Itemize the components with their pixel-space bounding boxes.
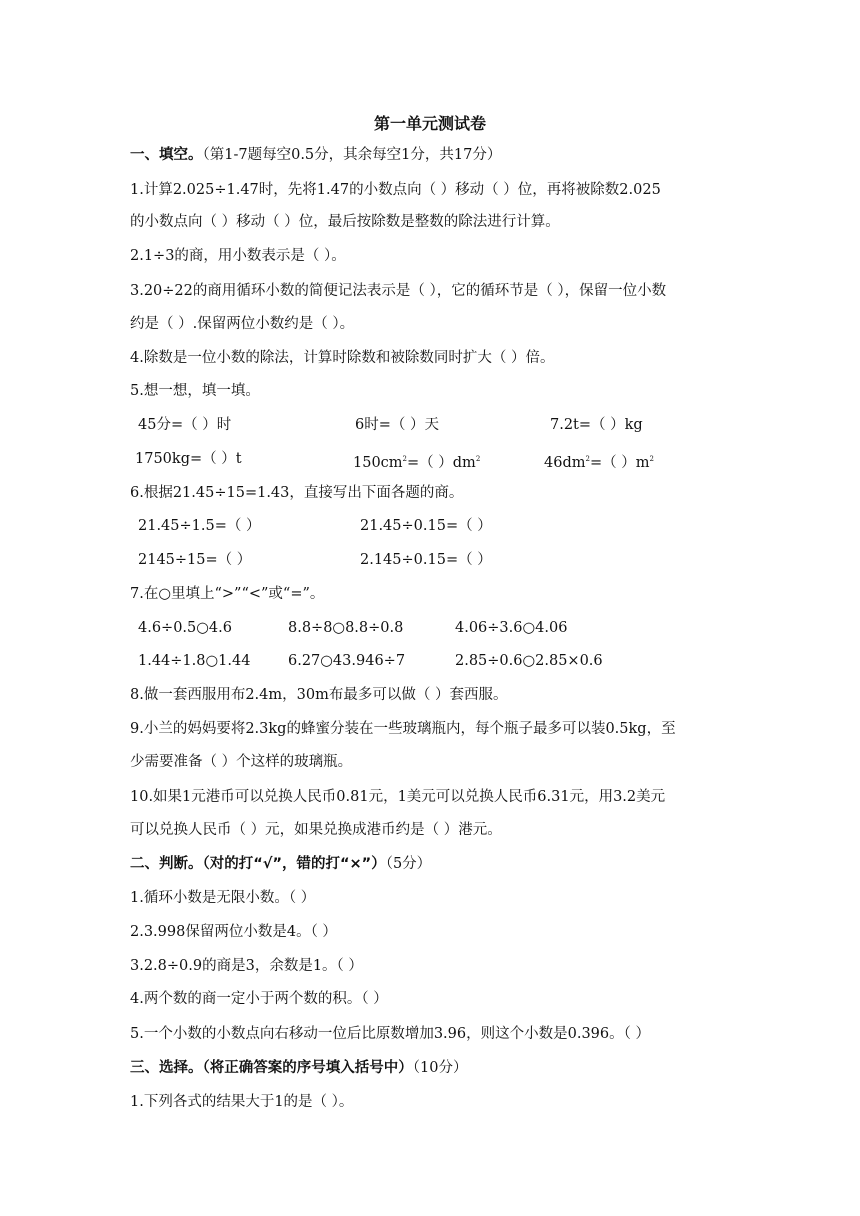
q5-item: 6时=（ ）天 bbox=[355, 417, 439, 433]
q6-item: 2.145÷0.15=（ ） bbox=[360, 552, 492, 568]
q5-item-text: 46dm bbox=[544, 454, 586, 471]
q7-item: 1.44÷1.8○1.44 bbox=[138, 653, 251, 669]
q7-item: 8.8÷8○8.8÷0.8 bbox=[288, 620, 404, 636]
section-3-heading bbox=[130, 1058, 467, 1078]
q5-exponent: 2 bbox=[402, 455, 408, 463]
q6-item: 21.45÷1.5=（ ） bbox=[138, 518, 261, 534]
q9-line1: 9.小兰的妈妈要将2.3kg的蜂蜜分装在一些玻璃瓶内，每个瓶子最多可以装0.5kg，至 bbox=[130, 721, 676, 737]
section-2-heading bbox=[130, 854, 431, 874]
section-2-note: （5分） bbox=[385, 856, 432, 872]
q3-line1: 3.20÷22的商用循环小数的简便记法表示是（ ），它的循环节是（ ），保留一位小数 bbox=[130, 283, 667, 299]
q5-item bbox=[544, 449, 654, 473]
q7-item: 2.85÷0.6○2.85×0.6 bbox=[455, 653, 603, 669]
choice-q1: 1.下列各式的结果大于1的是（ ）。 bbox=[130, 1094, 354, 1110]
q5-exponent: 2 bbox=[585, 455, 590, 463]
q5-item: 45分=（ ）时 bbox=[138, 417, 232, 433]
q5-exponent: 2 bbox=[475, 455, 481, 463]
section-1-heading bbox=[130, 145, 501, 165]
q7-item: 4.6÷0.5○4.6 bbox=[138, 620, 232, 636]
q5-item-text: =（ ）dm bbox=[407, 454, 476, 471]
q5-item-text: 150cm bbox=[353, 454, 403, 471]
judge-item: 4.两个数的商一定小于两个数的积。（ ） bbox=[130, 991, 388, 1007]
q10-line2: 可以兑换人民币（ ）元，如果兑换成港币约是（ ）港元。 bbox=[130, 822, 502, 838]
q5-exponent: 2 bbox=[649, 455, 654, 463]
q5-item: 7.2t=（ ）kg bbox=[550, 417, 643, 433]
q10-line1: 10.如果1元港币可以兑换人民币0.81元，1美元可以兑换人民币6.31元，用3.2美元 bbox=[130, 789, 666, 805]
q5: 5.想一想，填一填。 bbox=[130, 383, 260, 399]
q9-line2: 少需要准备（ ）个这样的玻璃瓶。 bbox=[130, 754, 353, 770]
judge-item: 3.2.8÷0.9的商是3，余数是1。（ ） bbox=[130, 958, 363, 974]
q6: 6.根据21.45÷15=1.43，直接写出下面各题的商。 bbox=[130, 485, 464, 501]
q3-line2: 约是（ ）.保留两位小数约是（ ）。 bbox=[130, 316, 355, 332]
judge-item: 1.循环小数是无限小数。（ ） bbox=[130, 890, 316, 906]
judge-item: 5.一个小数的小数点向右移动一位后比原数增加3.96，则这个小数是0.396。（ ） bbox=[130, 1026, 650, 1042]
section-3-note: （10分） bbox=[412, 1060, 468, 1076]
q5-item: 1750kg=（ ）t bbox=[135, 451, 242, 467]
q5-item bbox=[353, 449, 480, 473]
q7-item: 6.27○43.946÷7 bbox=[288, 653, 406, 669]
q6-item: 21.45÷0.15=（ ） bbox=[360, 518, 492, 534]
q7-item: 4.06÷3.6○4.06 bbox=[455, 620, 568, 636]
section-1-title: 一、填空。 bbox=[130, 147, 203, 163]
q1-line2: 的小数点向（ ）移动（ ）位，最后按除数是整数的除法进行计算。 bbox=[130, 214, 560, 230]
section-2-title: 二、判断。（对的打“√”，错的打“×”） bbox=[130, 856, 386, 872]
q7: 7.在○里填上“>”“<”或“=”。 bbox=[130, 586, 325, 602]
q5-item-text: =（ ）m bbox=[589, 454, 650, 471]
q2: 2.1÷3的商，用小数表示是（ ）。 bbox=[130, 248, 346, 264]
q1-line1: 1.计算2.025÷1.47时，先将1.47的小数点向（ ）移动（ ）位，再将被除数2.025 bbox=[130, 182, 661, 198]
q8: 8.做一套西服用布2.4m，30m布最多可以做（ ）套西服。 bbox=[130, 687, 508, 703]
judge-item: 2.3.998保留两位小数是4。（ ） bbox=[130, 924, 337, 940]
section-3-title: 三、选择。（将正确答案的序号填入括号中） bbox=[130, 1060, 413, 1076]
q4: 4.除数是一位小数的除法，计算时除数和被除数同时扩大（ ）倍。 bbox=[130, 350, 555, 366]
section-1-note: （第1-7题每空0.5分，其余每空1分，共17分） bbox=[202, 147, 502, 163]
page-title: 第一单元测试卷 bbox=[373, 114, 486, 133]
q6-item: 2145÷15=（ ） bbox=[138, 552, 252, 568]
